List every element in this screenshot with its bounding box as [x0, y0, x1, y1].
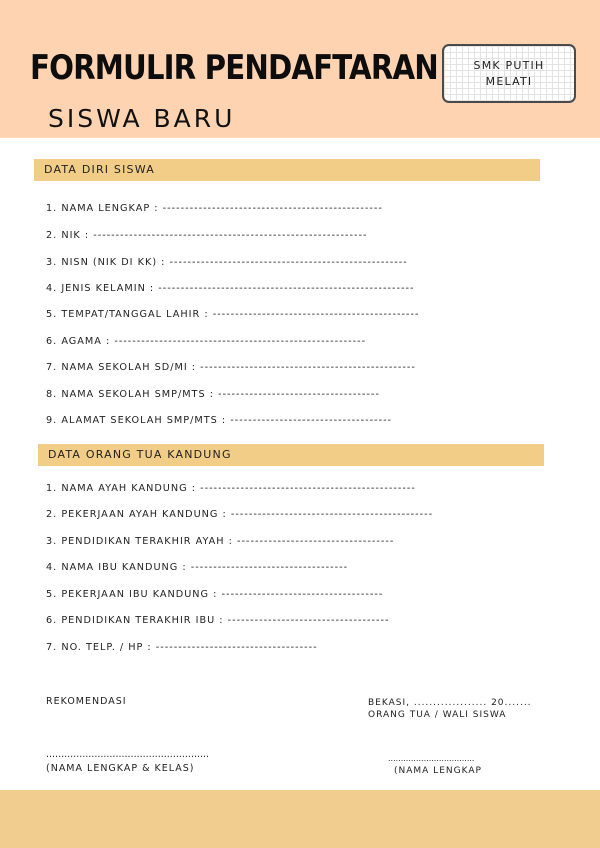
field-nama-lengkap[interactable]: 1. NAMA LENGKAP : -------------------------------------------------: [46, 203, 383, 214]
field-nisn[interactable]: 3. NISN (NIK DI KK) : -----------------------------------------------------: [46, 257, 408, 268]
field-nama-ayah[interactable]: 1. NAMA AYAH KANDUNG : ------------------------------------------------: [46, 483, 416, 494]
field-pendidikan-ibu[interactable]: 6. PENDIDIKAN TERAKHIR IBU : ------------------------------------: [46, 615, 390, 626]
form-title: FORMULIR PENDAFTARAN: [30, 48, 438, 88]
school-name: SMK PUTIH MELATI: [473, 58, 545, 88]
field-sekolah-sd[interactable]: 7. NAMA SEKOLAH SD/MI : ------------------------------------------------: [46, 362, 416, 373]
parent-guardian-label: ORANG TUA / WALI SISWA: [368, 710, 507, 720]
form-subtitle: SISWA BARU: [48, 104, 236, 133]
field-nama-ibu[interactable]: 4. NAMA IBU KANDUNG : -----------------------------------: [46, 562, 349, 573]
recommendation-label: REKOMENDASI: [46, 696, 127, 707]
place-date-line[interactable]: BEKASI, ................... 20.......: [368, 698, 532, 708]
field-jenis-kelamin[interactable]: 4. JENIS KELAMIN : ---------------------------------------------------------: [46, 283, 415, 294]
parent-signature-line[interactable]: ..................................: [388, 754, 475, 763]
field-no-telp[interactable]: 7. NO. TELP. / HP : ------------------------------------: [46, 642, 318, 653]
footer-band: [0, 790, 600, 848]
recommendation-signature-line[interactable]: ......................................................: [46, 749, 210, 760]
field-pendidikan-ayah[interactable]: 3. PENDIDIKAN TERAKHIR AYAH : -----------------------------------: [46, 536, 395, 547]
field-pekerjaan-ibu[interactable]: 5. PEKERJAAN IBU KANDUNG : ------------------------------------: [46, 589, 384, 600]
section-heading-parents: DATA ORANG TUA KANDUNG: [38, 444, 544, 466]
field-nik[interactable]: 2. NIK : -------------------------------------------------------------: [46, 230, 368, 241]
field-pekerjaan-ayah[interactable]: 2. PEKERJAAN AYAH KANDUNG : ---------------------------------------------: [46, 509, 434, 520]
field-agama[interactable]: 6. AGAMA : --------------------------------------------------------: [46, 336, 367, 347]
field-tempat-tanggal-lahir[interactable]: 5. TEMPAT/TANGGAL LAHIR : ----------------------------------------------: [46, 309, 420, 320]
field-alamat-sekolah-smp[interactable]: 9. ALAMAT SEKOLAH SMP/MTS : ------------------------------------: [46, 415, 393, 426]
parent-name-label: (NAMA LENGKAP: [394, 766, 482, 776]
section-heading-student: DATA DIRI SISWA: [34, 159, 540, 181]
field-sekolah-smp[interactable]: 8. NAMA SEKOLAH SMP/MTS : ------------------------------------: [46, 389, 380, 400]
recommendation-name-label: (NAMA LENGKAP & KELAS): [46, 763, 195, 774]
school-name-box: [442, 44, 576, 103]
